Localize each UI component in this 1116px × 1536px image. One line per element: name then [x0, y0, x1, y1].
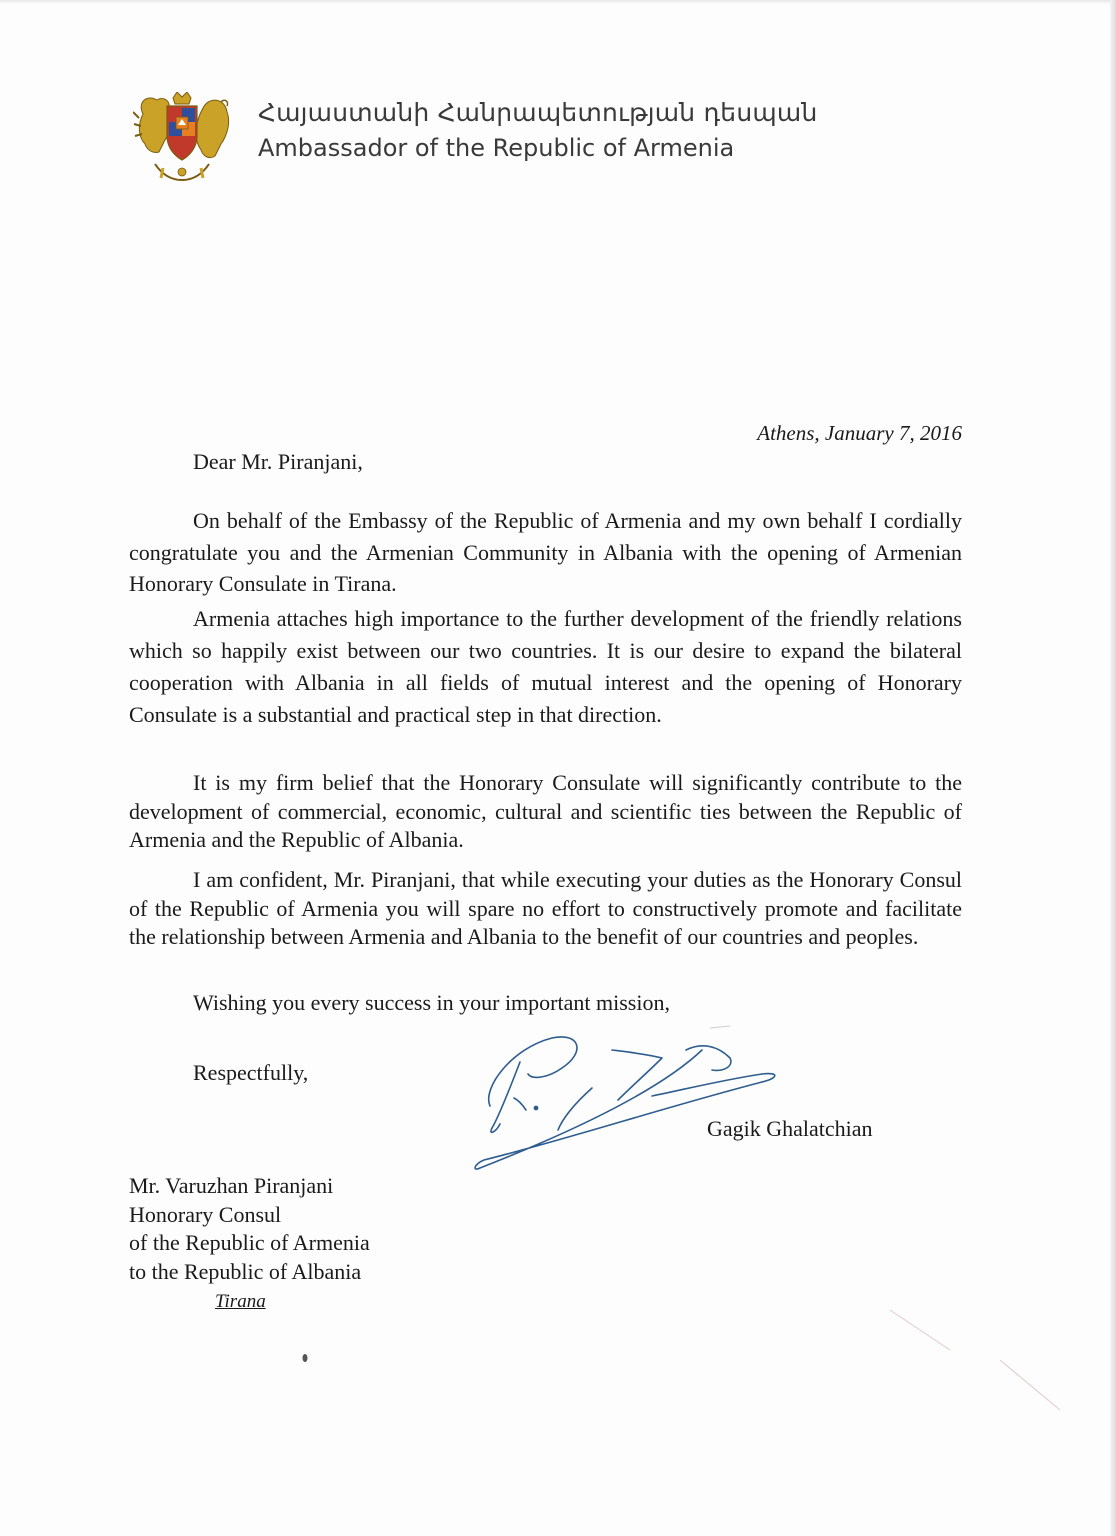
- signature-icon: [462, 1028, 792, 1178]
- scan-edge-right: [1110, 0, 1116, 1536]
- letterhead-title-armenian: Հայաստանի Հանրապետության դեսպան: [258, 98, 818, 127]
- letter-date: Athens, January 7, 2016: [757, 421, 962, 445]
- body-paragraph-4: I am confident, Mr. Piranjani, that while executing your duties as the Honorary Consul of the Republic of Armenia you will spare no effort to constructively promote and facilitate the relationship between Armenia and Albania to the benefit of our countries and peoples.: [129, 867, 962, 949]
- coat-of-arms-icon: [133, 92, 231, 184]
- salutation: Dear Mr. Piranjani,: [193, 449, 363, 474]
- body-paragraph-1: On behalf of the Embassy of the Republic of Armenia and my own behalf I cordially congratulate you and the Armenian Community in Albania with the opening of Armenian Honorary Consulate in Tirana.: [129, 508, 962, 596]
- body-paragraph-2: Armenia attaches high importance to the further development of the friendly relations which so happily exist between our two countries. It is our desire to expand the bilateral cooperation with Albania in all fields of mutual interest and the opening of Honorary Consulate is a substantial and practical step in that direction.: [129, 606, 962, 727]
- addressee-line: Mr. Varuzhan Piranjani: [129, 1173, 334, 1198]
- addressee-line: to the Republic of Albania: [129, 1258, 362, 1284]
- closing-line: Wishing you every success in your important mission,: [193, 990, 670, 1015]
- scan-speck-mark: [700, 1018, 740, 1038]
- scan-edge-top: [0, 0, 1116, 4]
- letterhead-title-english: Ambassador of the Republic of Armenia: [258, 134, 735, 162]
- ink-dot-mark: [300, 1352, 310, 1364]
- addressee-line: of the Republic of Armenia: [129, 1230, 370, 1255]
- scan-scratch-mark: [880, 1300, 1080, 1420]
- addressee-city: Tirana: [215, 1291, 266, 1312]
- addressee-line: Honorary Consul: [129, 1201, 282, 1227]
- signer-name: Gagik Ghalatchian: [707, 1116, 873, 1141]
- complimentary-close: Respectfully,: [193, 1060, 309, 1085]
- body-paragraph-3: It is my firm belief that the Honorary Consulate will significantly contribute to the development of commercial, economic, cultural and scientific ties between the Republic of Armenia and the Republic of Albania.: [129, 770, 962, 852]
- addressee-block: [129, 1172, 370, 1286]
